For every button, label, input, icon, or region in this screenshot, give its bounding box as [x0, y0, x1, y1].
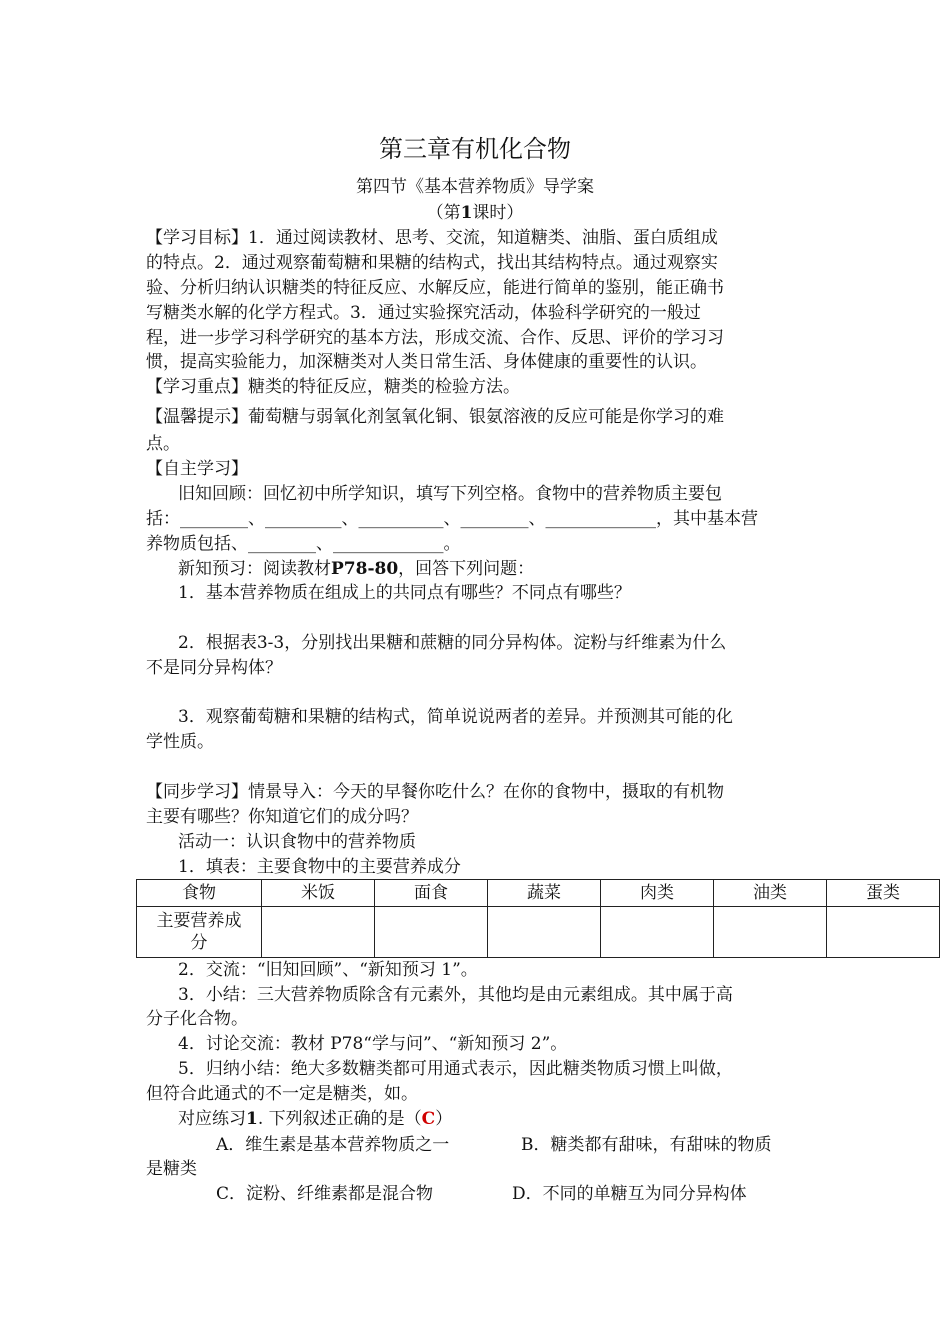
goals-line-6: 惯，提高实验能力，加深糖类对人类日常生活、身体健康的重要性的认识。 [146, 352, 707, 372]
chapter-title: 第三章有机化合物 [379, 135, 571, 163]
option-c: C．淀粉、纤维素都是混合物 [216, 1184, 434, 1204]
preview-question-2-line-2: 不是同分异构体？ [146, 658, 282, 678]
review-line-3: 养物质包括、________、_____________。 [146, 534, 461, 554]
table-input-cell[interactable] [827, 907, 940, 958]
exercise-stem: 对应练习1. 下列叙述正确的是（C） [178, 1109, 453, 1129]
activity-one: 活动一：认识食物中的营养物质 [178, 832, 416, 852]
exercise-answer: C [421, 1109, 436, 1129]
option-b-line-2: 是糖类 [146, 1159, 197, 1179]
sync-label: 【同步学习】 [146, 782, 248, 802]
preview-question-3-line-2: 学性质。 [146, 732, 214, 752]
item-4: 4．讨论交流：教材 P78“学与问”、“新知预习 2”。 [178, 1034, 568, 1054]
goals-line-4: 写糖类水解的化学方程式。3．通过实验探究活动，体验科学研究的一般过 [146, 303, 701, 323]
table-input-cell[interactable] [262, 907, 375, 958]
table-header-cell: 油类 [714, 880, 827, 907]
item-3-line-2: 分子化合物。 [146, 1009, 248, 1029]
option-b-line-1: B．糖类都有甜味，有甜味的物质 [521, 1135, 772, 1155]
table-input-cell[interactable] [375, 907, 488, 958]
table-row [137, 907, 940, 958]
preview-question-3-line-1: 3．观察葡萄糖和果糖的结构式，简单说说两者的差异。并预测其可能的化 [178, 707, 733, 727]
item-5-line-2: 但符合此通式的不一定是糖类，如。 [146, 1084, 418, 1104]
option-a: A．维生素是基本营养物质之一 [216, 1135, 450, 1155]
item-3-line-1: 3．小结：三大营养物质除含有元素外，其他均是由元素组成。其中属于高 [178, 985, 733, 1005]
tip-line-1: 【温馨提示】葡萄糖与弱氧化剂氢氧化铜、银氨溶液的反应可能是你学习的难 [146, 407, 724, 427]
table-header-cell: 面食 [375, 880, 488, 907]
focus-line: 【学习重点】糖类的特征反应，糖类的检验方法。 [146, 377, 520, 397]
lesson-number: （第1课时） [426, 203, 524, 223]
self-study-label: 【自主学习】 [146, 459, 248, 479]
option-d: D．不同的单糖互为同分异构体 [512, 1184, 747, 1204]
nutrient-table [136, 879, 940, 958]
tip-label: 【温馨提示】 [146, 407, 248, 427]
goals-label: 【学习目标】 [146, 228, 248, 248]
table-header-cell: 肉类 [601, 880, 714, 907]
sync-line-1: 【同步学习】情景导入：今天的早餐你吃什么？在你的食物中，摄取的有机物 [146, 782, 724, 802]
review-line-1: 旧知回顾：回忆初中所学知识，填写下列空格。食物中的营养物质主要包 [178, 484, 722, 504]
table-row-label: 主要营养成 分 [137, 907, 262, 958]
focus-label: 【学习重点】 [146, 377, 248, 397]
goals-line-1: 【学习目标】1．通过阅读教材、思考、交流，知道糖类、油脂、蛋白质组成 [146, 228, 718, 248]
tip-line-2: 点。 [146, 434, 180, 454]
table-input-cell[interactable] [714, 907, 827, 958]
table-input-cell[interactable] [601, 907, 714, 958]
item-2: 2．交流：“旧知回顾”、“新知预习 1”。 [178, 960, 478, 980]
goals-line-3: 验、分析归纳认识糖类的特征反应、水解反应，能进行简单的鉴别，能正确书 [146, 278, 724, 298]
table-header-row [137, 880, 940, 907]
goals-line-2: 的特点。2．通过观察葡萄糖和果糖的结构式，找出其结构特点。通过观察实 [146, 253, 718, 273]
table-header-cell: 米饭 [262, 880, 375, 907]
preview-question-1: 1．基本营养物质在组成上的共同点有哪些？不同点有哪些？ [178, 583, 631, 603]
table-header-cell: 蛋类 [827, 880, 940, 907]
table-header-cell: 蔬菜 [488, 880, 601, 907]
fill-table-instruction: 1．填表：主要食物中的主要营养成分 [178, 857, 461, 877]
table-input-cell[interactable] [488, 907, 601, 958]
goals-line-5: 程，进一步学习科学研究的基本方法，形成交流、合作、反思、评价的学习习 [146, 328, 724, 348]
table-header-cell: 食物 [137, 880, 262, 907]
section-subtitle: 第四节《基本营养物质》导学案 [356, 177, 594, 197]
preview-question-2-line-1: 2．根据表3-3，分别找出果糖和蔗糖的同分异构体。淀粉与纤维素为什么 [178, 633, 727, 653]
review-line-2: 括：________、_________、__________、________、_____________，其中基本营 [146, 509, 758, 529]
preview-line: 新知预习：阅读教材P78-80，回答下列问题： [178, 559, 535, 579]
item-5-line-1: 5．归纳小结：绝大多数糖类都可用通式表示，因此糖类物质习惯上叫做， [178, 1059, 733, 1079]
sync-line-2: 主要有哪些？你知道它们的成分吗？ [146, 807, 418, 827]
